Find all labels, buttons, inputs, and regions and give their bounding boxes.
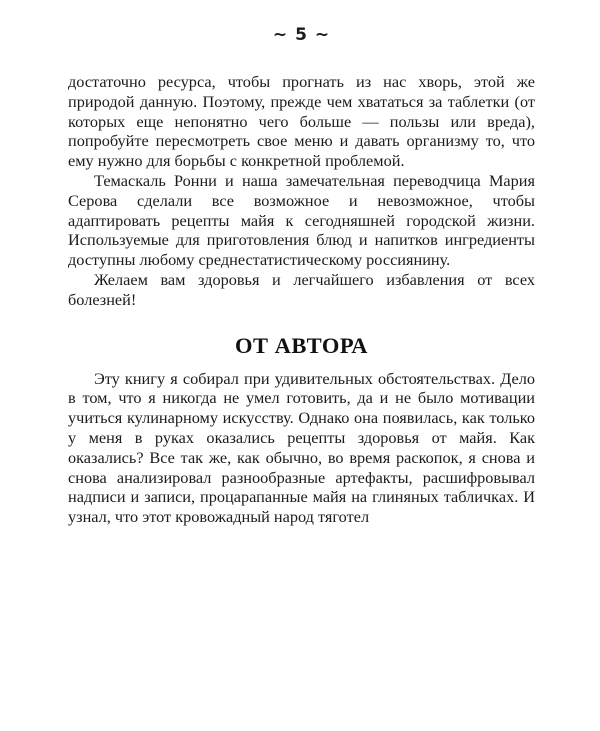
page-body — [68, 72, 535, 527]
paragraph: Темаскаль Ронни и наша замечательная переводчица Мария Серова сделали все возможное и невозможное, чтобы адаптировать рецепты майя к сегодняшней городской жизни. Используемые для приготовления блюд и напитков ингредиенты доступны любому среднестатистическому россиянину. — [68, 170, 535, 270]
page-number: ~ 5 ~ — [272, 25, 331, 45]
section-heading: ОТ АВТОРА — [235, 332, 368, 358]
paragraph: Желаем вам здоровья и легчайшего избавления от всех болезней! — [68, 269, 535, 309]
paragraph: достаточно ресурса, чтобы прогнать из нас хворь, этой же природой данную. Поэтому, прежде чем хвататься за таблетки (от которых еще непонятно чего больше — пользы или вреда), попробуйте пересмотреть свое меню и давать организму то, что ему нужно для борьбы с конкретной проблемой. — [68, 72, 535, 171]
paragraph: Эту книгу я собирал при удивительных обстоятельствах. Дело в том, что я никогда не умел готовить, да и не было мотивации учиться кулинарному искусству. Однако она появилась, как только у меня в руках оказались рецепты здоровья от майя. Как оказались? Все так же, как обычно, во время раскопок, я снова и снова анализировал разнообразные артефакты, расшифровывал надписи и записи, процарапанные майя на глиняных табличках. И узнал, что этот кровожадный народ тяготел — [68, 368, 535, 527]
